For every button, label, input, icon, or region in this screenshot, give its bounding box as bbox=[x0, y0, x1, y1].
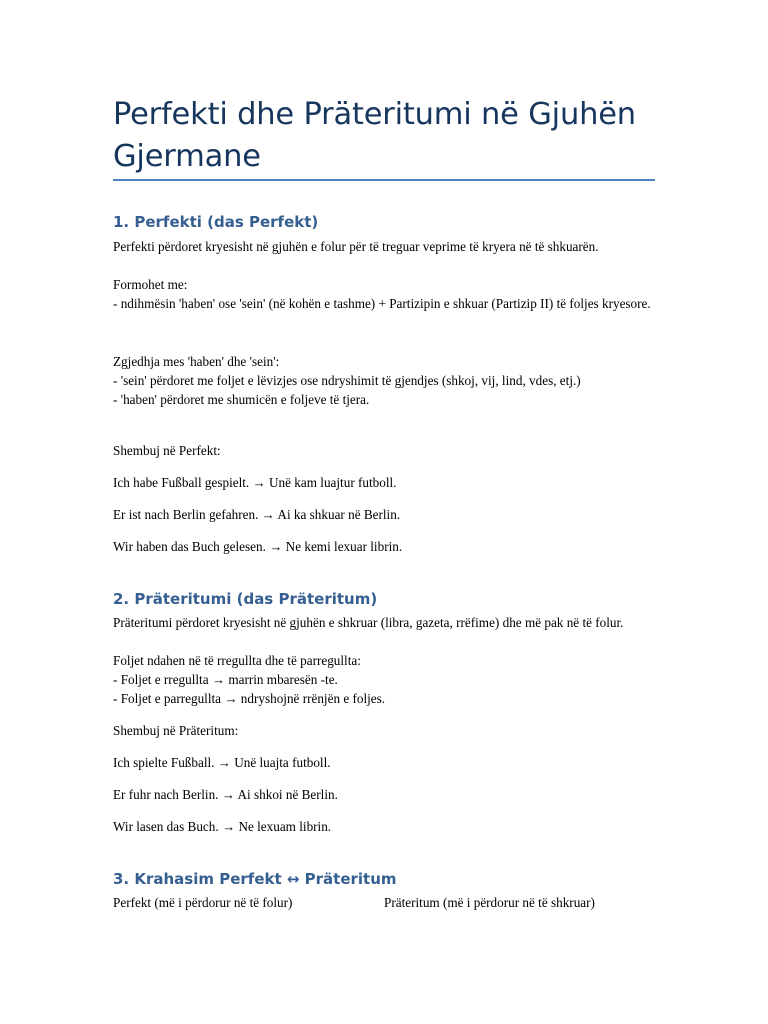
section2-verbs-label: Foljet ndahen në të rregullta dhe të parregullta: bbox=[113, 653, 361, 668]
section2-intro: Präteritumi përdoret kryesisht në gjuhën e shkruar (libra, gazeta, rrëfime) dhe më pak në të folur. bbox=[113, 615, 624, 630]
section2-regular: - Foljet e rregullta → marrin mbaresën -te. bbox=[113, 672, 338, 687]
section1-examples-label: Shembuj në Perfekt: bbox=[113, 443, 221, 458]
comparison-col-prateritum: Präteritum (më i përdorur në të shkruar) bbox=[384, 895, 595, 910]
section1-formation-text: - ndihmësin 'haben' ose 'sein' (në kohën e tashme) + Partizipin e shkuar (Partizip II) të foljes kryesore. bbox=[113, 296, 651, 311]
section1-choice-haben: - 'haben' përdoret me shumicën e foljeve të tjera. bbox=[113, 392, 370, 407]
section2-example: Ich spielte Fußball. → Unë luajta futboll. bbox=[113, 755, 331, 770]
section1-formation-label: Formohet me: bbox=[113, 277, 188, 292]
comparison-col-perfekt: Perfekt (më i përdorur në të folur) bbox=[113, 895, 293, 910]
document-title: Perfekti dhe Präteritumi në Gjuhën Gjermane bbox=[113, 97, 636, 174]
section1-heading: 1. Perfekti (das Perfekt) bbox=[113, 213, 319, 231]
section1-choice-label: Zgjedhja mes 'haben' dhe 'sein': bbox=[113, 354, 280, 369]
section2-examples-label: Shembuj në Präteritum: bbox=[113, 723, 239, 738]
section3-heading: 3. Krahasim Perfekt ↔ Präteritum bbox=[113, 870, 397, 888]
title-underline bbox=[113, 179, 655, 181]
section2-heading: 2. Präteritumi (das Präteritum) bbox=[113, 590, 378, 608]
section2-example: Er fuhr nach Berlin. → Ai shkoi në Berlin. bbox=[113, 787, 338, 802]
section2-irregular: - Foljet e parregullta → ndryshojnë rrënjën e foljes. bbox=[113, 691, 386, 706]
section1-example: Wir haben das Buch gelesen. → Ne kemi lexuar librin. bbox=[113, 539, 403, 554]
section2-example: Wir lasen das Buch. → Ne lexuam librin. bbox=[113, 819, 332, 834]
section1-intro: Perfekti përdoret kryesisht në gjuhën e folur për të treguar veprime të kryera në të shkuarën. bbox=[113, 239, 599, 254]
section1-example: Er ist nach Berlin gefahren. → Ai ka shkuar në Berlin. bbox=[113, 507, 401, 522]
section1-example: Ich habe Fußball gespielt. → Unë kam luajtur futboll. bbox=[113, 475, 397, 490]
section1-choice-sein: - 'sein' përdoret me foljet e lëvizjes ose ndryshimit të gjendjes (shkoj, vij, lind, vdes, etj.) bbox=[113, 373, 581, 388]
